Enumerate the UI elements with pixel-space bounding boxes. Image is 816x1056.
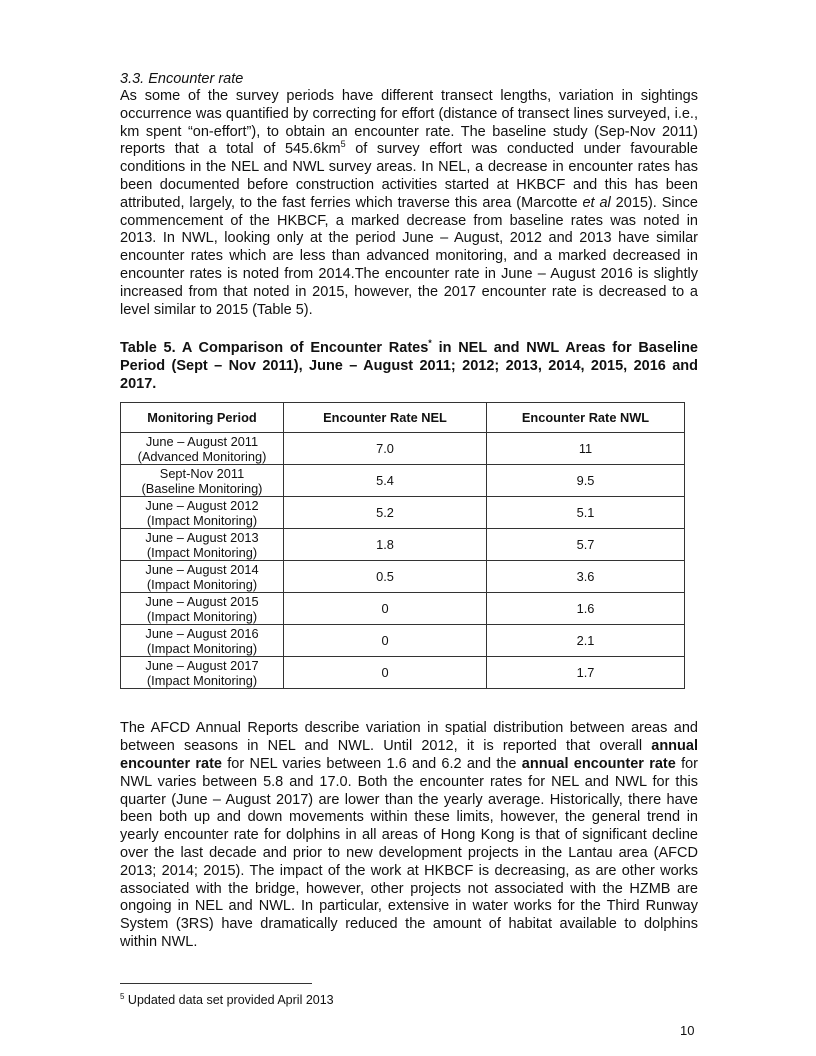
caption-text-1: Table 5. A Comparison of Encounter Rates [120, 340, 429, 357]
nwl-rate-cell: 11 [487, 433, 685, 465]
monitoring-type: (Impact Monitoring) [146, 640, 258, 656]
nel-rate-cell: 5.2 [284, 497, 487, 529]
nwl-rate-cell: 1.6 [487, 593, 685, 625]
period-cell [121, 433, 284, 465]
period-label: June – August 2011 [145, 433, 259, 449]
period-cell [121, 561, 284, 593]
monitoring-type: (Impact Monitoring) [146, 576, 258, 592]
nel-rate-cell: 0 [284, 625, 487, 657]
nel-rate-cell: 1.8 [284, 529, 487, 561]
nwl-rate-cell: 5.1 [487, 497, 685, 529]
nwl-rate-cell: 3.6 [487, 561, 685, 593]
period-label: June – August 2013 [145, 529, 259, 545]
table-row [121, 529, 685, 561]
monitoring-type: (Advanced Monitoring) [137, 448, 267, 464]
period-label: June – August 2015 [145, 593, 259, 609]
nel-rate-cell: 5.4 [284, 465, 487, 497]
monitoring-type: (Impact Monitoring) [146, 608, 258, 624]
para1-text-3: 2015). Since commencement of the HKBCF, a marked decrease from baseline rates was noted in 2013. In NWL, looking only at the period June – August, 2012 and 2013 have similar encounter rates which are less than advanced monitoring, and a marked decreased in encounter rates is noted from 2014.The encounter rate in June – August 2016 is slightly increased from that noted in 2015, however, the 2017 encounter rate is decreased to a level similar to 2015 (Table 5). [120, 194, 698, 318]
para1-text-1: As some of the survey periods have different transect lengths, variation in sightings occurrence was quantified by correcting for effort (distance of transect lines surveyed, i.e., km spent “on-effort”), to obtain an encounter rate. The baseline study (Sep-Nov 2011) reports that a total of 545.6km [120, 88, 698, 158]
para1-text-2: of survey effort was conducted under favourable conditions in the NEL and NWL survey areas. In NEL, a decrease in encounter rates has been documented before construction activities started at HKBCF and this has been attributed, largely, to the fast ferries which traverse this area (Marcotte [120, 141, 698, 211]
para2-bold-1: annual encounter rate [120, 738, 698, 772]
para1-italic: et al [582, 194, 611, 211]
paragraph-encounter-rate [120, 88, 698, 319]
monitoring-type: (Baseline Monitoring) [141, 480, 263, 496]
nwl-rate-cell: 5.7 [487, 529, 685, 561]
nel-rate-cell: 7.0 [284, 433, 487, 465]
table-header-row [121, 403, 685, 433]
footnote-mark: 5 [120, 992, 125, 1001]
table-row [121, 561, 685, 593]
para2-text-1: The AFCD Annual Reports describe variation in spatial distribution between areas and between seasons in NEL and NWL. Until 2012, it is reported that overall [120, 720, 698, 755]
header-monitoring-period: Monitoring Period [121, 403, 284, 433]
period-cell [121, 657, 284, 689]
nwl-rate-cell: 2.1 [487, 625, 685, 657]
monitoring-type: (Impact Monitoring) [146, 544, 258, 560]
header-encounter-rate-nwl: Encounter Rate NWL [487, 403, 685, 433]
footnote-ref: 5 [340, 139, 346, 150]
nwl-rate-cell: 9.5 [487, 465, 685, 497]
period-cell [121, 625, 284, 657]
period-label: Sept-Nov 2011 [159, 465, 245, 481]
footnote-text: Updated data set provided April 2013 [124, 993, 334, 1008]
table-row [121, 433, 685, 465]
encounter-rate-table [120, 402, 685, 689]
caption-text-2: in NEL and NWL Areas for Baseline Period (Sept – Nov 2011), June – August 2011; 2012; 2013, 2014, 2015, 2016 and 2017. [120, 340, 698, 393]
para2-bold-2: annual encounter rate [521, 755, 676, 772]
paragraph-afcd-reports [120, 720, 698, 951]
monitoring-type: (Impact Monitoring) [146, 512, 258, 528]
nel-rate-cell: 0 [284, 657, 487, 689]
nel-rate-cell: 0 [284, 593, 487, 625]
table-caption [120, 339, 698, 393]
table-row [121, 465, 685, 497]
page-content [120, 70, 698, 952]
period-label: June – August 2014 [145, 561, 259, 577]
caption-asterisk: * [428, 338, 432, 349]
monitoring-type: (Impact Monitoring) [146, 672, 258, 688]
footnote [120, 992, 334, 1007]
para2-text-3: for NWL varies between 5.8 and 17.0. Both the encounter rates for NEL and NWL for this quarter (June – August 2017) are lower than the yearly average. Historically, there have been both up and down movements within these limits, however, the general trend in yearly encounter rate for dolphins in all areas of Hong Kong is that of significant decline over the last decade and prior to new development projects in the Lantau area (AFCD 2013; 2014; 2015). The impact of the work at HKBCF is decreasing, as are other works associated with the bridge, however, other projects not associated with the HZMB are ongoing in NEL and NWL. In particular, extensive in water works for the Third Runway System (3RS) have dramatically reduced the amount of habitat available to dolphins within NWL. [120, 755, 699, 950]
page-number: 10 [680, 1023, 695, 1038]
period-cell [121, 465, 284, 497]
period-label: June – August 2012 [145, 497, 259, 513]
period-cell [121, 593, 284, 625]
table-row [121, 497, 685, 529]
nwl-rate-cell: 1.7 [487, 657, 685, 689]
period-label: June – August 2017 [145, 657, 259, 673]
table-row [121, 625, 685, 657]
table-row [121, 593, 685, 625]
nel-rate-cell: 0.5 [284, 561, 487, 593]
header-encounter-rate-nel: Encounter Rate NEL [284, 403, 487, 433]
section-heading: 3.3. Encounter rate [120, 71, 244, 87]
period-cell [121, 497, 284, 529]
period-label: June – August 2016 [145, 625, 259, 641]
period-cell [121, 529, 284, 561]
table-row [121, 657, 685, 689]
footnote-divider [120, 983, 312, 984]
para2-text-2: for NEL varies between 1.6 and 6.2 and the [221, 755, 522, 772]
